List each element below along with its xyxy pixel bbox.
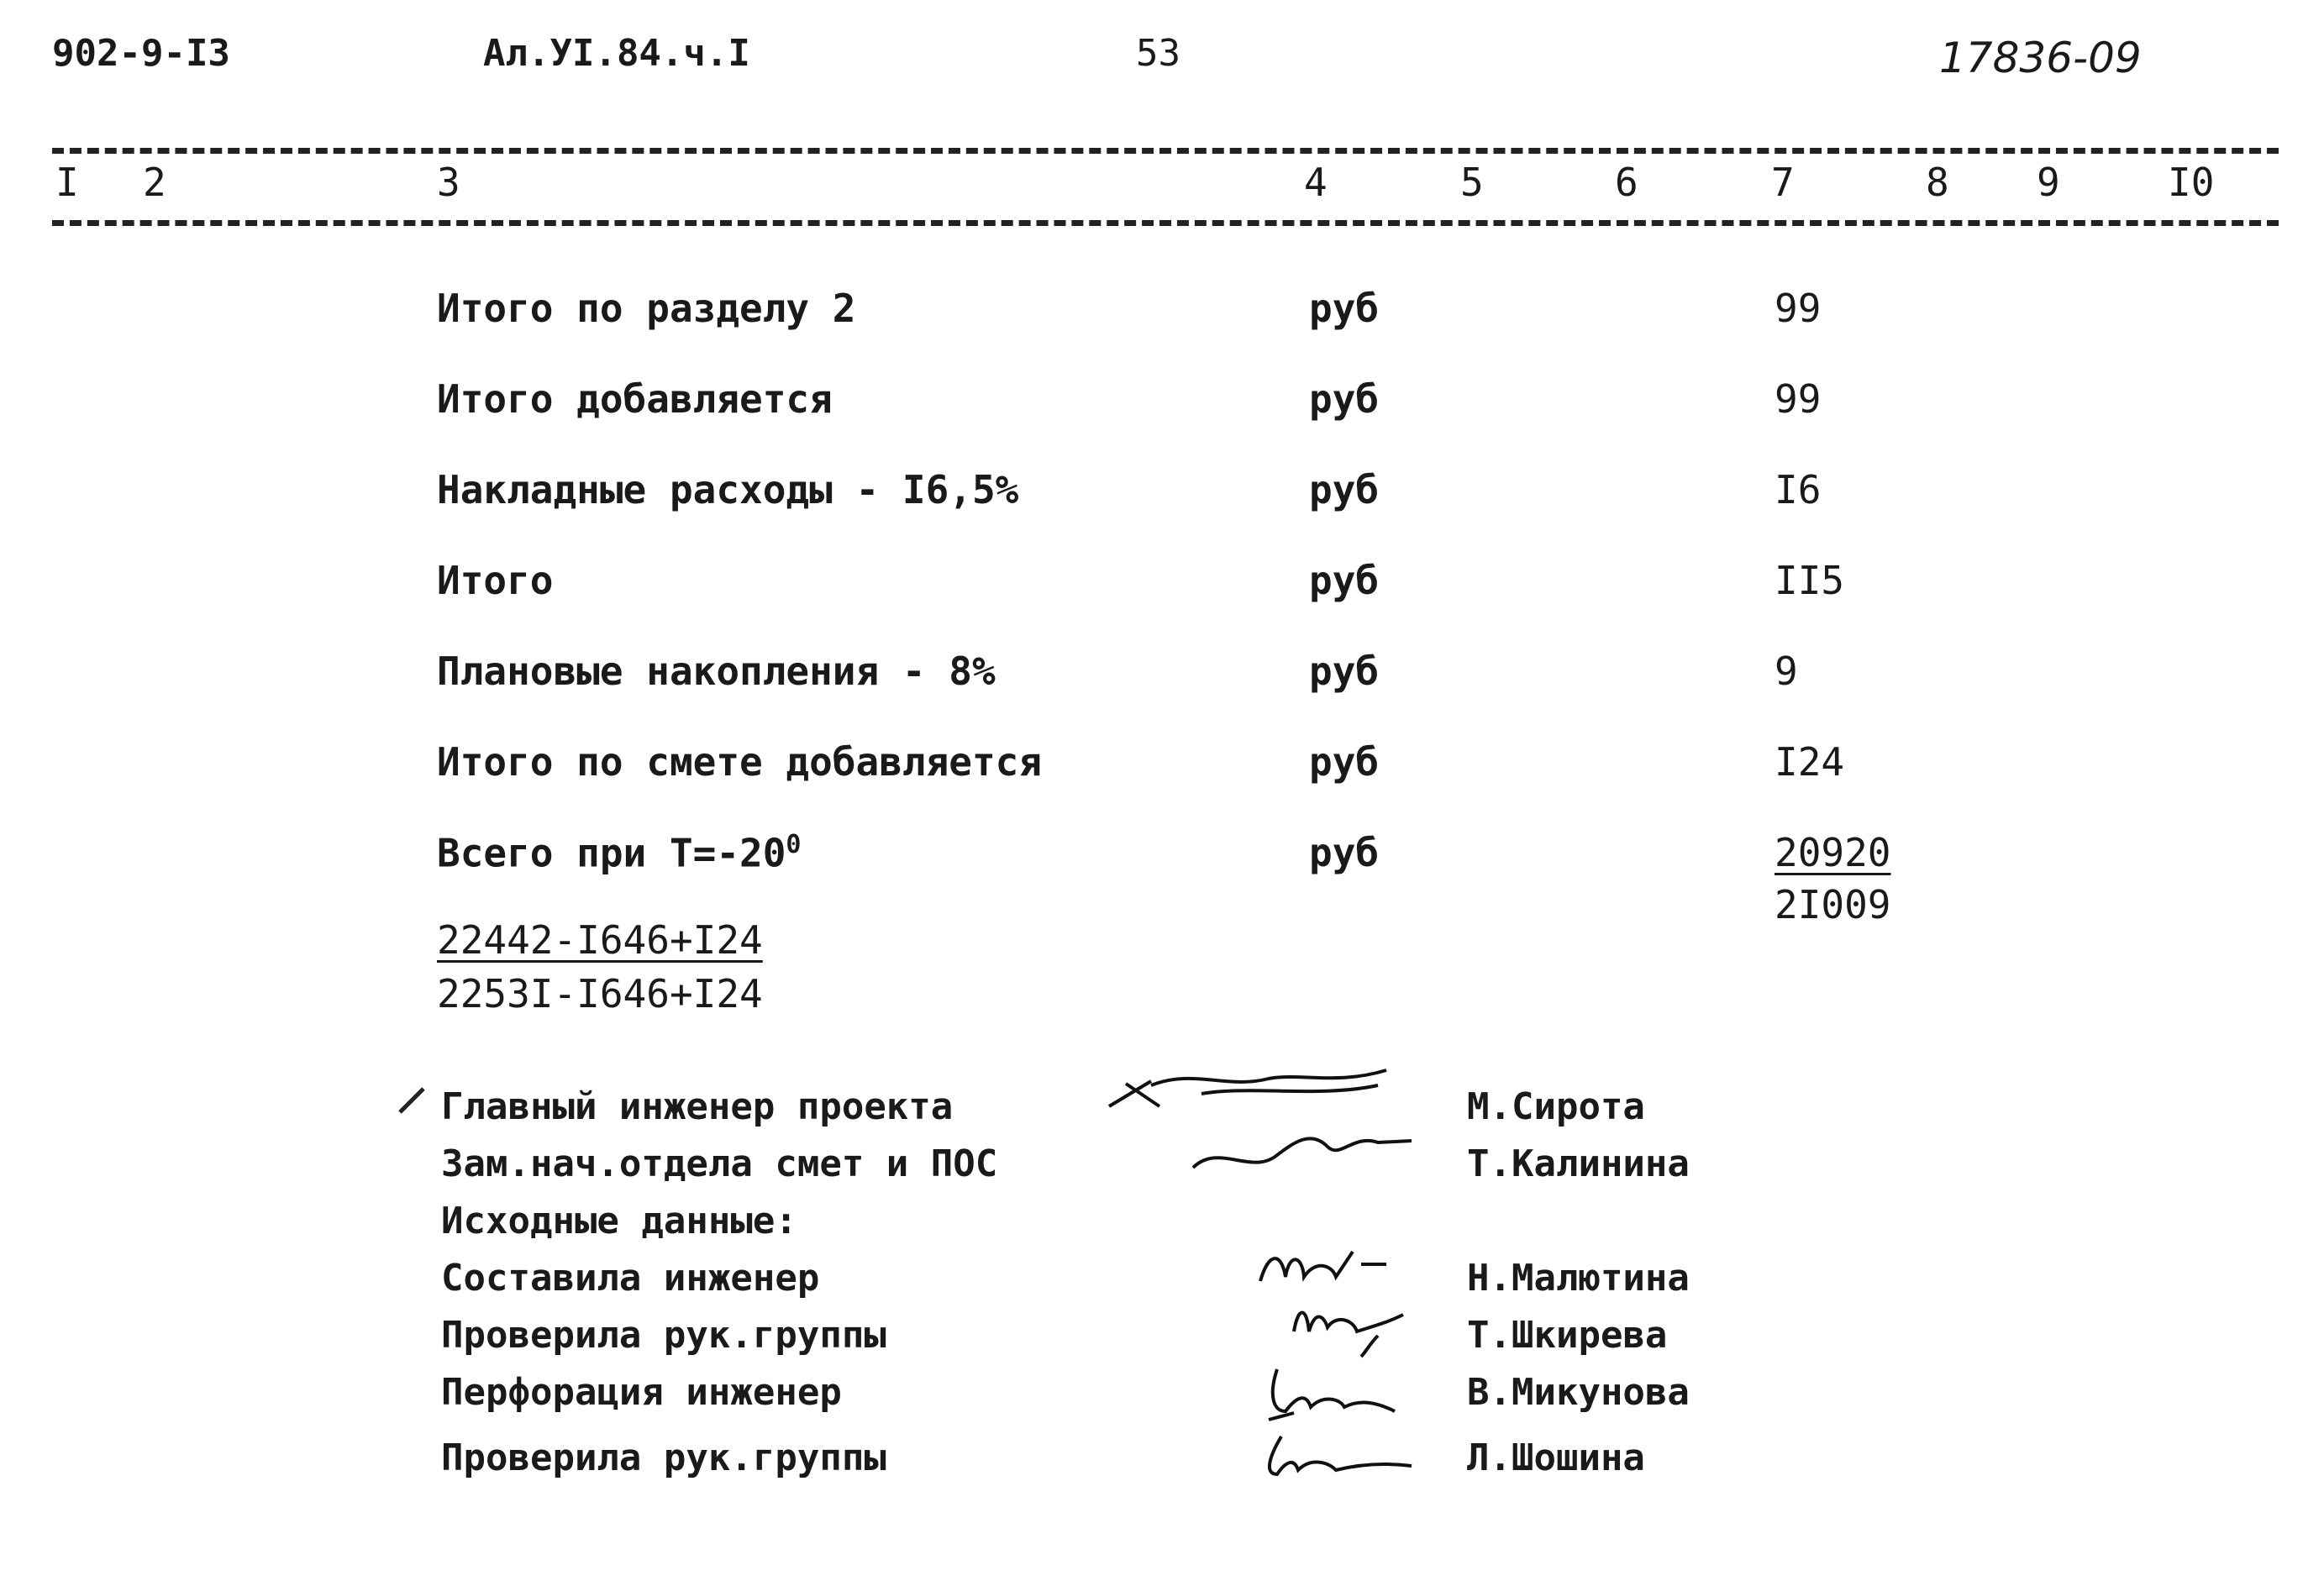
signature-section-label: Исходные данные: <box>441 1200 797 1242</box>
row-value: 9 <box>1775 649 1798 694</box>
row-label: Накладные расходы - I6,5% <box>437 467 1019 512</box>
inventory-number: 17836-09 <box>1939 34 2142 82</box>
total-value-denominator: 2I009 <box>1775 882 1891 927</box>
row-label-total <box>437 830 801 875</box>
row-value: I24 <box>1775 739 1845 785</box>
row-value: 99 <box>1775 376 1822 422</box>
column-header-3: 3 <box>437 160 460 205</box>
signature-role: Проверила рук.группы <box>441 1314 886 1357</box>
handwritten-signature <box>1286 1294 1412 1361</box>
signature-name: Н.Малютина <box>1467 1257 1690 1300</box>
handwritten-signature <box>1260 1428 1420 1487</box>
row-label: Итого <box>437 558 554 603</box>
row-label: Итого по разделу 2 <box>437 286 856 331</box>
signature-role: Проверила рук.группы <box>441 1436 886 1479</box>
column-header-2: 2 <box>143 160 166 205</box>
row-value: I6 <box>1775 467 1822 512</box>
column-header-1: I <box>55 160 79 205</box>
row-unit: руб <box>1309 739 1380 785</box>
formula-numerator: 22442-I646+I24 <box>437 917 763 963</box>
page-number: 53 <box>1136 32 1180 75</box>
column-header-9: 9 <box>2037 160 2060 205</box>
signature-name: Л.Шошина <box>1467 1436 1645 1479</box>
formula-denominator: 2253I-I646+I24 <box>437 971 763 1016</box>
signature-role: Главный инженер проекта <box>441 1085 954 1128</box>
row-value: 99 <box>1775 286 1822 331</box>
signature-name: М.Сирота <box>1467 1085 1645 1128</box>
signature-role: Перфорация инженер <box>441 1371 842 1414</box>
row-unit: руб <box>1309 467 1380 512</box>
total-label-text: Всего при Т=-20 <box>437 830 786 876</box>
signature-name: Т.Шкирева <box>1467 1314 1668 1357</box>
album-reference: Ал.УI.84.ч.I <box>483 32 750 75</box>
row-unit: руб <box>1309 830 1380 875</box>
row-label: Итого по смете добавляется <box>437 739 1043 785</box>
signature-name: Т.Калинина <box>1467 1142 1690 1185</box>
degree-superscript: 0 <box>786 830 802 859</box>
handwritten-signature <box>1185 1109 1420 1184</box>
row-label: Итого добавляется <box>437 376 833 422</box>
column-header-8: 8 <box>1926 160 1949 205</box>
column-header-7: 7 <box>1771 160 1795 205</box>
column-header-4: 4 <box>1304 160 1328 205</box>
header-top-rule <box>52 148 2279 154</box>
document-code: 902-9-I3 <box>52 32 230 75</box>
row-unit: руб <box>1309 286 1380 331</box>
row-unit: руб <box>1309 376 1380 422</box>
signature-role: Зам.нач.отдела смет и ПОС <box>441 1142 998 1185</box>
signature-role: Составила инженер <box>441 1257 820 1300</box>
total-value-numerator: 20920 <box>1775 830 1891 875</box>
signature-name: В.Микунова <box>1467 1371 1690 1414</box>
header-bottom-rule <box>52 220 2279 226</box>
row-value: II5 <box>1775 558 1845 603</box>
row-label: Плановые накопления - 8% <box>437 649 996 694</box>
handwritten-signature <box>1252 1235 1395 1294</box>
column-header-10: I0 <box>2168 160 2215 205</box>
column-header-6: 6 <box>1615 160 1638 205</box>
handwritten-signature <box>1260 1361 1412 1428</box>
row-unit: руб <box>1309 558 1380 603</box>
check-mark-icon <box>395 1084 429 1117</box>
column-header-5: 5 <box>1460 160 1484 205</box>
row-unit: руб <box>1309 649 1380 694</box>
